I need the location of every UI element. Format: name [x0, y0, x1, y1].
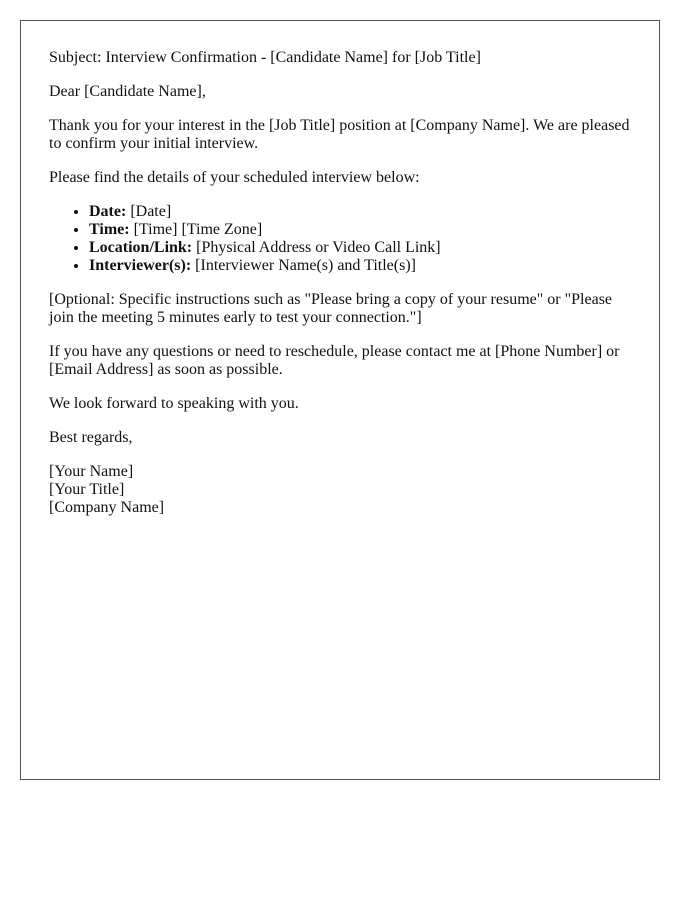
detail-value: [Interviewer Name(s) and Title(s)]: [195, 257, 416, 274]
detail-time: [89, 221, 631, 239]
interview-details-list: [49, 203, 631, 275]
detail-date: [89, 203, 631, 221]
signature-block: [49, 463, 631, 517]
signoff: Best regards,: [49, 429, 133, 446]
detail-interviewers: [89, 257, 631, 275]
contact-paragraph: If you have any questions or need to reschedule, please contact me at [Phone Number] or [Email Address] as soon as possible.: [49, 343, 620, 378]
closing-line: We look forward to speaking with you.: [49, 395, 299, 412]
signature-name: [Your Name]: [49, 463, 134, 480]
detail-value: [Time] [Time Zone]: [133, 221, 263, 238]
detail-location: [89, 239, 631, 257]
greeting: Dear [Candidate Name],: [49, 83, 206, 100]
detail-label: Location/Link:: [89, 239, 193, 256]
signature-title: [Your Title]: [49, 481, 125, 498]
subject-line: Subject: Interview Confirmation - [Candidate Name] for [Job Title]: [49, 49, 481, 66]
detail-value: [Physical Address or Video Call Link]: [196, 239, 441, 256]
letter-page: [20, 20, 660, 780]
detail-label: Date:: [89, 203, 127, 220]
intro-paragraph: Thank you for your interest in the [Job Title] position at [Company Name]. We are pleased to confirm your initial interview.: [49, 117, 630, 152]
details-intro: Please find the details of your scheduled interview below:: [49, 169, 420, 186]
detail-value: [Date]: [130, 203, 172, 220]
detail-label: Interviewer(s):: [89, 257, 192, 274]
signature-company: [Company Name]: [49, 499, 165, 516]
detail-label: Time:: [89, 221, 130, 238]
optional-instructions: [Optional: Specific instructions such as "Please bring a copy of your resume" or "Please join the meeting 5 minutes early to test your connection."]: [49, 291, 613, 326]
